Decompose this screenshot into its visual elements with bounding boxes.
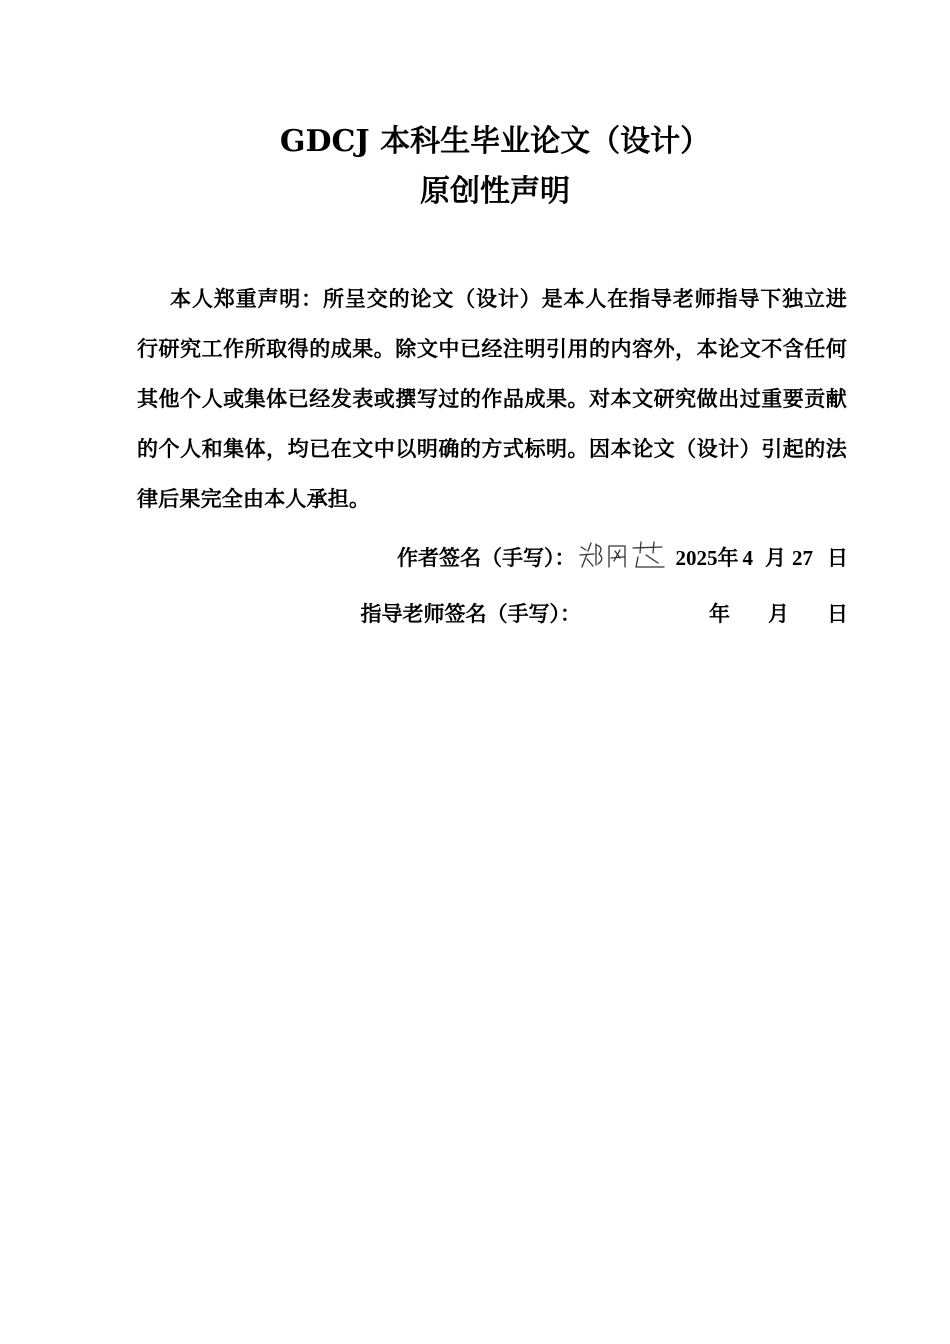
author-day: 27 (792, 546, 813, 570)
signature-scribble-icon (578, 537, 670, 577)
author-signature-label: 作者签名（手写）： (397, 545, 576, 570)
advisor-month-unit: 月 (768, 601, 789, 626)
advisor-day-unit: 日 (827, 601, 848, 626)
author-year: 2025 (675, 546, 718, 570)
author-month-unit: 月 (765, 545, 786, 570)
declaration-body (137, 274, 847, 524)
document-title: GDCJ 本科生毕业论文（设计） (279, 124, 711, 159)
author-month: 4 (742, 546, 753, 570)
advisor-year-unit: 年 (709, 601, 730, 626)
author-signature-line (397, 541, 848, 575)
declaration-paragraph: 本人郑重声明：所呈交的论文（设计）是本人在指导老师指导下独立进行研究工作所取得的成果。除文中已经注明引用的内容外，本论文不含任何其他个人或集体已经发表或撰写过的作品成果。对本文研究做出过重要贡献的个人和集体，均已在文中以明确的方式标明。因本论文（设计）引起的法律后果完全由本人承担。 (137, 286, 847, 511)
author-day-unit: 日 (827, 545, 848, 570)
document-subtitle: 原创性声明 (420, 174, 570, 209)
handwritten-signature (578, 541, 670, 575)
advisor-signature-label: 指导老师签名（手写）： (360, 601, 581, 626)
author-year-unit: 年 (717, 545, 739, 570)
advisor-signature-line (361, 598, 849, 630)
